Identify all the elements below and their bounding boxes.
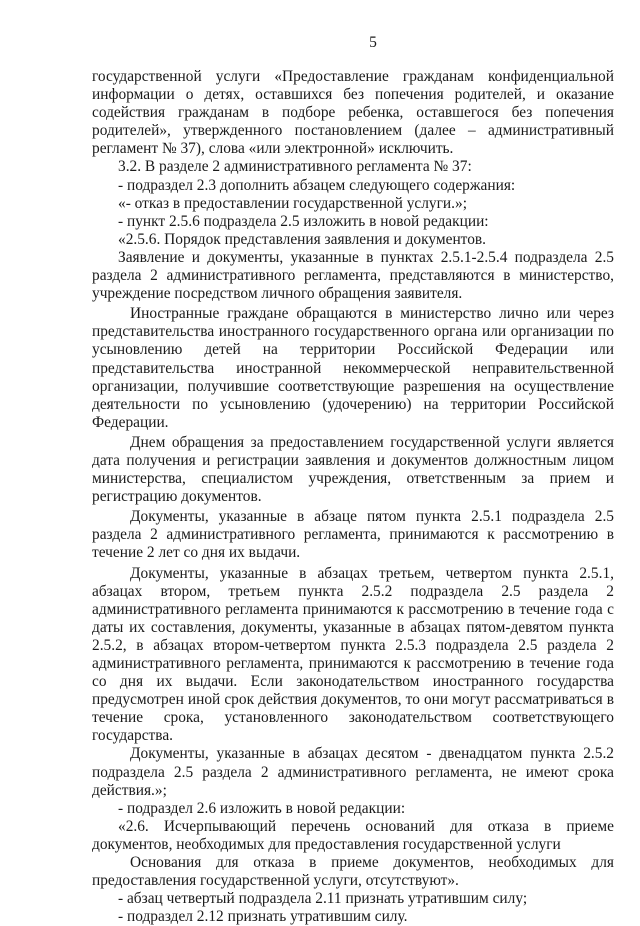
paragraph-body: Днем обращения за предоставлением государственной услуги является дата получения и регистрации заявления и документов должностным лицом министерства, специалистом учреждения, ответственным за прием и регистрацию документов. xyxy=(92,433,614,506)
paragraph-list-item: - подраздел 2.12 признать утратившим силу. xyxy=(118,908,408,926)
document-body xyxy=(92,68,614,926)
paragraph-quote: «2.6. Исчерпывающий перечень оснований для отказа в приеме документов, необходимых для предоставления государственной услуги xyxy=(92,817,614,853)
paragraph-body: Заявление и документы, указанные в пунктах 2.5.1-2.5.4 подраздела 2.5 раздела 2 административного регламента, представляются в министерство, учреждение посредством личного обращения заявителя. xyxy=(92,248,614,303)
paragraph-continuation: государственной услуги «Предоставление гражданам конфиденциальной информации о детях, оставшихся без попечения родителей, и оказание содействия гражданам в подборе ребенка, оставшегося без попечения родителей», утвержденного постановлением (далее – административный регламент № 37), слова «или электронной» исключить. xyxy=(92,68,614,158)
paragraph-quote: «- отказ в предоставлении государственной услуги.»; xyxy=(118,194,467,212)
paragraph-list-item: - абзац четвертый подраздела 2.11 признать утратившим силу; xyxy=(118,890,528,908)
paragraph-list-item: - подраздел 2.6 изложить в новой редакции: xyxy=(118,799,406,817)
paragraph-body: Основания для отказа в приеме документов, необходимых для предоставления государственной услуги, отсутствуют». xyxy=(92,854,614,890)
paragraph-body: Иностранные граждане обращаются в министерство лично или через представительства иностранного государственного органа или организации по усыновлению детей на территории Российской Федерации или представительства иностранной некоммерческой неправительственной организации, получившие соответствующие разрешения на осуществление деятельности по усыновлению (удочерению) на территории Российской Федерации. xyxy=(92,305,614,431)
paragraph-list-item: - пункт 2.5.6 подраздела 2.5 изложить в новой редакции: xyxy=(118,212,489,230)
paragraph-body: Документы, указанные в абзаце пятом пункта 2.5.1 подраздела 2.5 раздела 2 административного регламента, принимаются к рассмотрению в течение 2 лет со дня их выдачи. xyxy=(92,508,614,562)
paragraph-body: Документы, указанные в абзацах десятом - двенадцатом пункта 2.5.2 подраздела 2.5 раздела 2 административного регламента, не имеют срока действия.»; xyxy=(92,745,614,799)
paragraph-section-3-2: 3.2. В разделе 2 административного регламента № 37: xyxy=(118,158,472,176)
paragraph-list-item: - подраздел 2.3 дополнить абзацем следующего содержания: xyxy=(118,176,516,194)
paragraph-quote: «2.5.6. Порядок представления заявления и документов. xyxy=(118,230,487,248)
page-number: 5 xyxy=(369,34,377,51)
paragraph-body: Документы, указанные в абзацах третьем, четвертом пункта 2.5.1, абзацах втором, третьем пункта 2.5.2 подраздела 2.5 раздела 2 административного регламента принимаются к рассмотрению в течение года с даты их составления, документы, указанные в абзацах пятом-девятом пункта 2.5.2, в абзацах втором-четвертом пункта 2.5.3 подраздела 2.5 раздела 2 административного регламента, принимаются к рассмотрению в течение года со дня их выдачи. Если законодательством иностранного государства предусмотрен иной срок действия документов, то они могут рассматриваться в течение срока, установленного законодательством соответствующего государства. xyxy=(92,564,614,745)
